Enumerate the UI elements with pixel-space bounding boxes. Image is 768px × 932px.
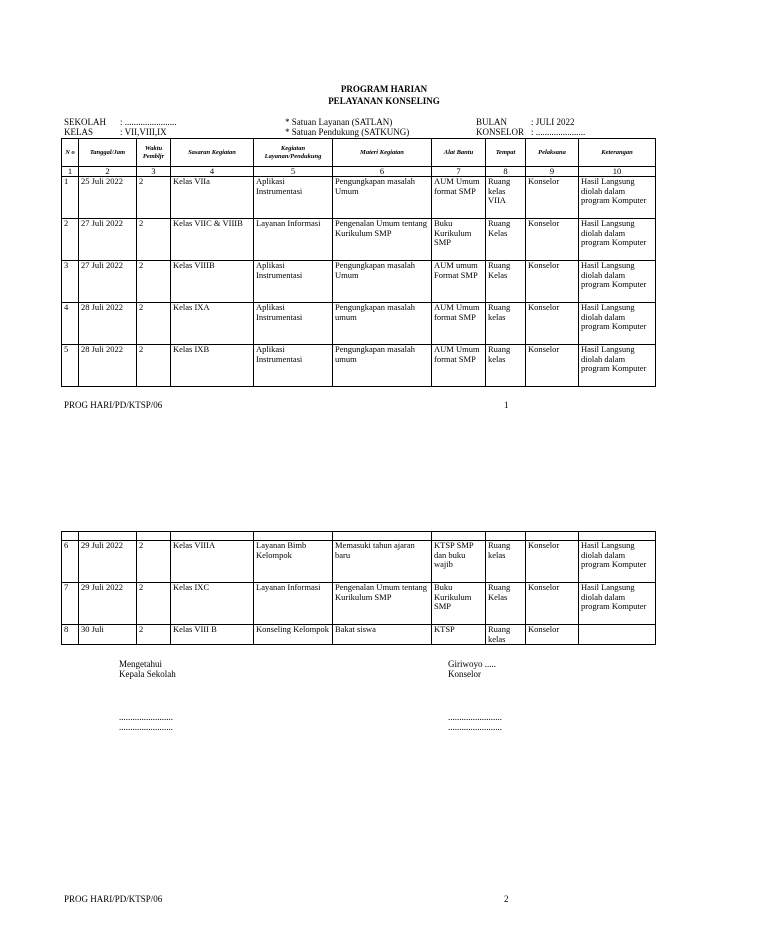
signature-left-role: Kepala Sekolah — [119, 669, 176, 679]
cell-alat: AUM Umum format SMP — [432, 177, 486, 219]
cell-kegiatan: Konseling Kelompok — [254, 625, 333, 645]
cell-kegiatan: Aplikasi Instrumentasi — [254, 345, 333, 387]
cell-no: 7 — [62, 583, 79, 625]
col-number: 9 — [526, 167, 579, 177]
cell-tanggal: 29 Juli 2022 — [79, 583, 137, 625]
cell-kegiatan: Aplikasi Instrumentasi — [254, 177, 333, 219]
cell-no: 3 — [62, 261, 79, 303]
cell-waktu: 2 — [137, 261, 171, 303]
col-number: 1 — [62, 167, 79, 177]
cell-tempat: Ruang kelas — [486, 303, 526, 345]
kelas-label: KELAS — [64, 127, 93, 137]
cell-materi: Pengenalan Umum tentang Kurikulum SMP — [333, 583, 432, 625]
table-row — [62, 219, 656, 261]
signature-left-title: Mengetahui — [119, 659, 162, 669]
cell-kegiatan: Layanan Informasi — [254, 219, 333, 261]
cell-pelaksana: Konselor — [526, 303, 579, 345]
sekolah-value: : ....................... — [120, 117, 177, 127]
footer-code: PROG HARI/PD/KTSP/06 — [64, 400, 163, 410]
signature-left-nip: ........................ — [119, 722, 173, 732]
table-row — [62, 583, 656, 625]
page-number: 1 — [504, 400, 509, 410]
cell-sasaran: Kelas VIIIA — [171, 541, 254, 583]
col-header-keterangan: Keterangan — [579, 139, 656, 167]
cell-tempat: Ruang kelas — [486, 541, 526, 583]
cell-materi: Pengungkapan masalah Umum — [333, 177, 432, 219]
cell-waktu: 2 — [137, 303, 171, 345]
cell-pelaksana: Konselor — [526, 625, 579, 645]
cell-materi: Pengungkapan masalah umum — [333, 303, 432, 345]
cell-sasaran: Kelas VIII B — [171, 625, 254, 645]
cell-kegiatan: Layanan Informasi — [254, 583, 333, 625]
satlan-label: * Satuan Layanan (SATLAN) — [285, 117, 393, 127]
cell-alat: KTSP SMP dan buku wajib — [432, 541, 486, 583]
cell-no: 2 — [62, 219, 79, 261]
cell-keterangan: Hasil Langsung diolah dalam program Komputer — [579, 583, 656, 625]
signature-left-name: ........................ — [119, 712, 173, 722]
cell-tanggal: 29 Juli 2022 — [79, 541, 137, 583]
bulan-value: : JULI 2022 — [531, 117, 575, 127]
cell-tanggal: 28 Juli 2022 — [79, 345, 137, 387]
cell-waktu: 2 — [137, 541, 171, 583]
cell-tanggal: 30 Juli — [79, 625, 137, 645]
cell-tempat: Ruang Kelas — [486, 261, 526, 303]
cell-tempat: Ruang kelas — [486, 345, 526, 387]
col-number: 8 — [486, 167, 526, 177]
cell-materi: Pengenalan Umum tentang Kurikulum SMP — [333, 219, 432, 261]
cell-alat: AUM umum Format SMP — [432, 261, 486, 303]
col-header-pelaksana: Pelaksana — [526, 139, 579, 167]
col-header-tanggal: Tanggal/Jam — [79, 139, 137, 167]
col-number: 7 — [432, 167, 486, 177]
program-table-page2 — [61, 531, 656, 645]
table-row — [62, 541, 656, 583]
cell-tanggal: 27 Juli 2022 — [79, 261, 137, 303]
bulan-label: BULAN — [476, 117, 507, 127]
col-header-no: N o — [62, 139, 79, 167]
cell-tempat: Ruang kelas — [486, 625, 526, 645]
column-number-row — [62, 167, 656, 177]
cell-kegiatan: Aplikasi Instrumentasi — [254, 261, 333, 303]
cell-materi: Bakat siswa — [333, 625, 432, 645]
col-header-tempat: Tempat — [486, 139, 526, 167]
cell-alat: Buku Kurikulum SMP — [432, 219, 486, 261]
cell-materi: Pengungkapan masalah Umum — [333, 261, 432, 303]
cell-materi: Memasuki tahun ajaran baru — [333, 541, 432, 583]
col-number: 6 — [333, 167, 432, 177]
col-number: 10 — [579, 167, 656, 177]
cell-no: 8 — [62, 625, 79, 645]
cell-sasaran: Kelas VIIC & VIIIB — [171, 219, 254, 261]
cell-sasaran: Kelas IXC — [171, 583, 254, 625]
cell-keterangan: Hasil Langsung diolah dalam program Komputer — [579, 345, 656, 387]
col-header-kegiatan: Kegiatan Layanan/Pendukung — [254, 139, 333, 167]
satkung-label: * Satuan Pendukung (SATKUNG) — [285, 127, 410, 137]
konselor-value: : ...................... — [531, 127, 586, 137]
sekolah-label: SEKOLAH — [64, 117, 106, 127]
cell-sasaran: Kelas IXB — [171, 345, 254, 387]
table-row — [62, 261, 656, 303]
cell-pelaksana: Konselor — [526, 261, 579, 303]
cell-keterangan: Hasil Langsung diolah dalam program Komputer — [579, 261, 656, 303]
cell-tempat: Ruang kelas VIIA — [486, 177, 526, 219]
page-number: 2 — [504, 894, 509, 904]
cell-keterangan: Hasil Langsung diolah dalam program Komputer — [579, 541, 656, 583]
cell-keterangan: Hasil Langsung diolah dalam program Komputer — [579, 303, 656, 345]
col-header-waktu: Waktu Pembljr — [137, 139, 171, 167]
table-row — [62, 177, 656, 219]
blank-top-row — [62, 532, 656, 541]
table-row — [62, 345, 656, 387]
signature-right-role: Konselor — [448, 669, 481, 679]
col-header-alat: Alat Bantu — [432, 139, 486, 167]
col-header-sasaran: Sasaran Kegiatan — [171, 139, 254, 167]
konselor-label: KONSELOR — [476, 127, 525, 137]
cell-tanggal: 25 Juli 2022 — [79, 177, 137, 219]
cell-pelaksana: Konselor — [526, 219, 579, 261]
kelas-value: : VII,VIII,IX — [120, 127, 167, 137]
cell-keterangan: Hasil Langsung diolah dalam program Komputer — [579, 177, 656, 219]
cell-waktu: 2 — [137, 345, 171, 387]
cell-no: 6 — [62, 541, 79, 583]
signature-right-nip: ........................ — [448, 722, 502, 732]
cell-alat: Buku Kurikulum SMP — [432, 583, 486, 625]
cell-sasaran: Kelas VIIIB — [171, 261, 254, 303]
col-number: 4 — [171, 167, 254, 177]
cell-no: 5 — [62, 345, 79, 387]
cell-keterangan — [579, 625, 656, 645]
cell-tempat: Ruang Kelas — [486, 219, 526, 261]
cell-alat: AUM Umum format SMP — [432, 345, 486, 387]
cell-keterangan: Hasil Langsung diolah dalam program Komputer — [579, 219, 656, 261]
cell-alat: AUM Umum format SMP — [432, 303, 486, 345]
footer-code: PROG HARI/PD/KTSP/06 — [64, 894, 163, 904]
cell-pelaksana: Konselor — [526, 541, 579, 583]
table-row — [62, 303, 656, 345]
cell-alat: KTSP — [432, 625, 486, 645]
col-number: 2 — [79, 167, 137, 177]
cell-sasaran: Kelas IXA — [171, 303, 254, 345]
col-header-materi: Materi Kegiatan — [333, 139, 432, 167]
cell-pelaksana: Konselor — [526, 345, 579, 387]
cell-waktu: 2 — [137, 177, 171, 219]
signature-right-name: ........................ — [448, 712, 502, 722]
document-subtitle: PELAYANAN KONSELING — [328, 96, 440, 106]
cell-kegiatan: Layanan Bimb Kelompok — [254, 541, 333, 583]
cell-tempat: Ruang Kelas — [486, 583, 526, 625]
col-number: 5 — [254, 167, 333, 177]
signature-right-place: Giriwoyo ..... — [448, 659, 496, 669]
cell-waktu: 2 — [137, 625, 171, 645]
cell-pelaksana: Konselor — [526, 583, 579, 625]
col-number: 3 — [137, 167, 171, 177]
cell-pelaksana: Konselor — [526, 177, 579, 219]
cell-no: 4 — [62, 303, 79, 345]
program-table-page1 — [61, 138, 656, 387]
cell-waktu: 2 — [137, 219, 171, 261]
cell-no: 1 — [62, 177, 79, 219]
document-title: PROGRAM HARIAN — [340, 84, 428, 94]
table-row — [62, 625, 656, 645]
table-header-row — [62, 139, 656, 167]
cell-waktu: 2 — [137, 583, 171, 625]
cell-sasaran: Kelas VIIa — [171, 177, 254, 219]
cell-kegiatan: Aplikasi Instrumentasi — [254, 303, 333, 345]
cell-materi: Pengungkapan masalah umum — [333, 345, 432, 387]
cell-tanggal: 28 Juli 2022 — [79, 303, 137, 345]
cell-tanggal: 27 Juli 2022 — [79, 219, 137, 261]
